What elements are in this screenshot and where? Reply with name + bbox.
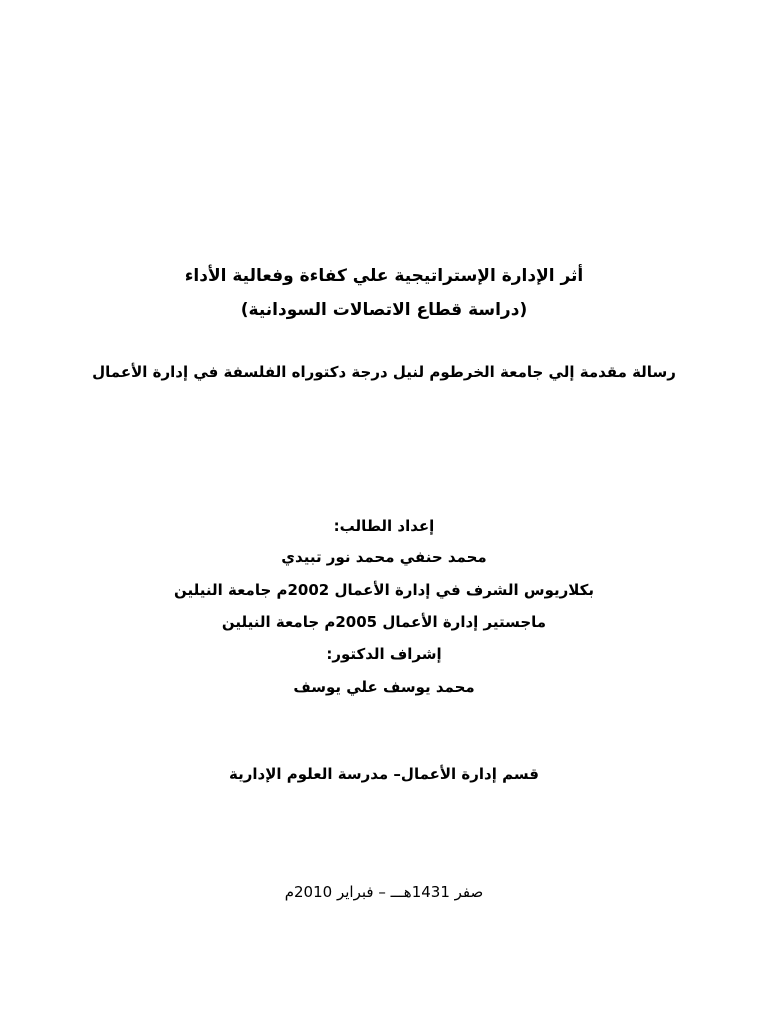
thesis-title-line-1: أثر الإدارة الإستراتيجية علي كفاءة وفعالية الأداء [184,266,584,286]
supervisor-heading: إشراف الدكتور: [326,645,442,663]
thesis-title-line-2: (دراسة قطاع الاتصالات السودانية) [240,300,528,320]
submission-date: صفر 1431هـــ – فبراير 2010م [284,883,484,901]
student-heading: إعداد الطالب: [333,517,435,535]
supervisor-name: محمد يوسف علي يوسف [293,678,475,696]
department-line: قسم إدارة الأعمال– مدرسة العلوم الإدارية [229,765,539,783]
submission-statement: رسالة مقدمة إلي جامعة الخرطوم لنيل درجة دكتوراه الفلسفة في إدارة الأعمال [92,363,676,381]
student-name: محمد حنفي محمد نور تبيدي [281,548,487,566]
student-master-degree: ماجستير إدارة الأعمال 2005م جامعة النيلين [221,613,547,631]
student-bachelor-degree: بكلاريوس الشرف في إدارة الأعمال 2002م جامعة النيلين [174,581,594,599]
